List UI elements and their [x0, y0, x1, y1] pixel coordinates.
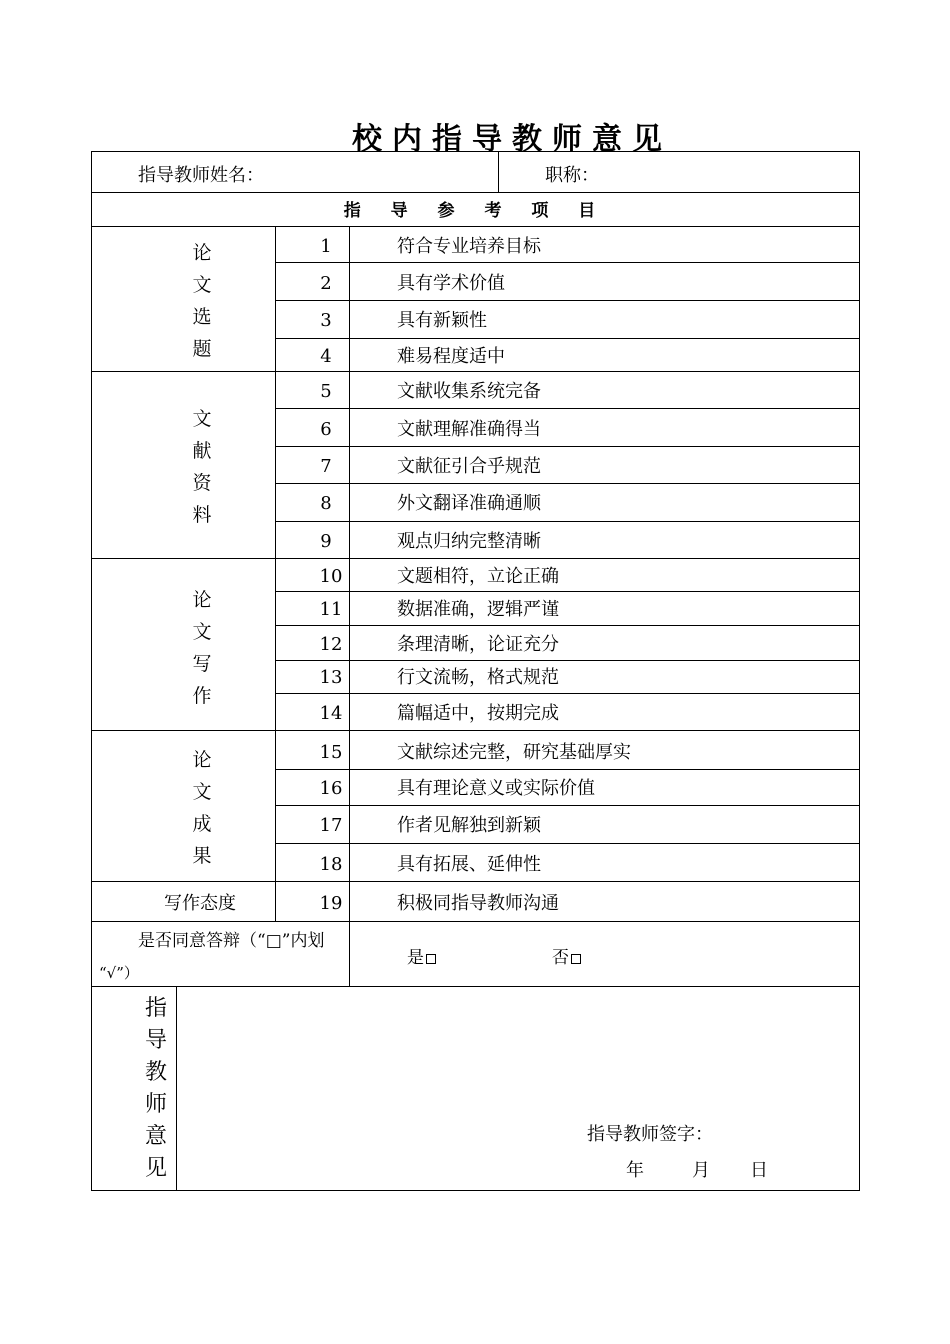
item-text: 文献征引合乎规范: [397, 456, 541, 477]
divider: [91, 226, 860, 227]
item-text: 条理清晰，论证充分: [397, 634, 559, 655]
teacher-opinion-area[interactable]: [178, 988, 858, 1118]
item-text: 符合专业培养目标: [397, 236, 541, 257]
job-title-label: 职称：: [545, 165, 599, 186]
item-number: 9: [320, 531, 332, 552]
item-text: 具有拓展、延伸性: [397, 854, 541, 875]
divider: [91, 730, 860, 731]
divider: [275, 226, 276, 921]
page-title: 校内指导教师意见: [352, 122, 672, 157]
teacher-name-label: 指导教师姓名：: [138, 165, 264, 186]
divider: [275, 521, 860, 522]
item-text: 文献理解准确得当: [397, 419, 541, 440]
date-day: 日: [750, 1160, 768, 1181]
divider: [275, 338, 860, 339]
item-number: 19: [319, 893, 343, 914]
item-text: 篇幅适中，按期完成: [397, 703, 559, 724]
item-number: 1: [320, 236, 332, 257]
divider: [275, 300, 860, 301]
item-text: 文献综述完整，研究基础厚实: [397, 742, 631, 763]
teacher-opinion-label: 指 导 教 师 意 见: [144, 996, 167, 1181]
divider: [275, 660, 860, 661]
group-label-topic: 论 文 选 题: [192, 242, 212, 360]
date-month: 月: [692, 1160, 710, 1181]
item-text: 积极同指导教师沟通: [397, 893, 559, 914]
item-text: 具有新颖性: [397, 310, 487, 331]
item-number: 6: [320, 419, 332, 440]
divider: [275, 483, 860, 484]
no-option[interactable]: [552, 947, 581, 969]
item-number: 7: [320, 456, 332, 477]
attitude-label: 写作态度: [164, 893, 236, 914]
divider: [91, 881, 860, 882]
group-label-results: 论 文 成 果: [192, 749, 212, 867]
no-checkbox[interactable]: [571, 954, 581, 964]
divider: [275, 446, 860, 447]
divider: [275, 693, 860, 694]
item-number: 16: [319, 778, 343, 799]
yes-checkbox[interactable]: [426, 954, 436, 964]
item-number: 5: [320, 381, 332, 402]
item-text: 难易程度适中: [397, 346, 505, 367]
divider: [275, 843, 860, 844]
yes-option[interactable]: [407, 947, 436, 969]
divider: [91, 192, 860, 193]
item-number: 11: [319, 599, 343, 620]
divider: [91, 558, 860, 559]
item-number: 15: [319, 742, 343, 763]
yes-label: 是: [407, 948, 424, 968]
item-number: 3: [320, 310, 332, 331]
divider: [91, 986, 860, 987]
item-text: 行文流畅，格式规范: [397, 667, 559, 688]
divider: [275, 262, 860, 263]
divider: [176, 986, 177, 1191]
item-text: 作者见解独到新颖: [397, 815, 541, 836]
item-number: 13: [319, 667, 343, 688]
item-text: 观点归纳完整清晰: [397, 531, 541, 552]
defense-approval-note: “√”）: [99, 964, 139, 982]
item-text: 外文翻译准确通顺: [397, 493, 541, 514]
divider: [498, 151, 499, 192]
item-text: 数据准确，逻辑严谨: [397, 599, 559, 620]
defense-approval-label: 是否同意答辩（“□”内划: [138, 931, 325, 951]
item-text: 文题相符，立论正确: [397, 566, 559, 587]
item-text: 具有学术价值: [397, 273, 505, 294]
no-label: 否: [552, 948, 569, 968]
item-number: 14: [319, 703, 343, 724]
signature-label: 指导教师签字：: [587, 1124, 713, 1145]
group-label-writing: 论 文 写 作: [192, 589, 212, 707]
group-label-literature: 文 献 资 料: [192, 408, 212, 526]
divider: [275, 408, 860, 409]
divider: [91, 921, 860, 922]
divider: [91, 371, 860, 372]
divider: [275, 625, 860, 626]
item-number: 12: [319, 634, 343, 655]
item-number: 17: [319, 815, 343, 836]
item-text: 文献收集系统完备: [397, 381, 541, 402]
item-number: 10: [319, 566, 343, 587]
item-number: 18: [319, 854, 343, 875]
item-number: 2: [320, 273, 332, 294]
item-number: 8: [320, 493, 332, 514]
divider: [275, 805, 860, 806]
divider: [275, 769, 860, 770]
date-year: 年: [626, 1160, 644, 1181]
reference-items-header: 指 导 参 考 项 目: [343, 201, 608, 221]
item-number: 4: [320, 346, 332, 367]
divider: [275, 591, 860, 592]
item-text: 具有理论意义或实际价值: [397, 778, 595, 799]
